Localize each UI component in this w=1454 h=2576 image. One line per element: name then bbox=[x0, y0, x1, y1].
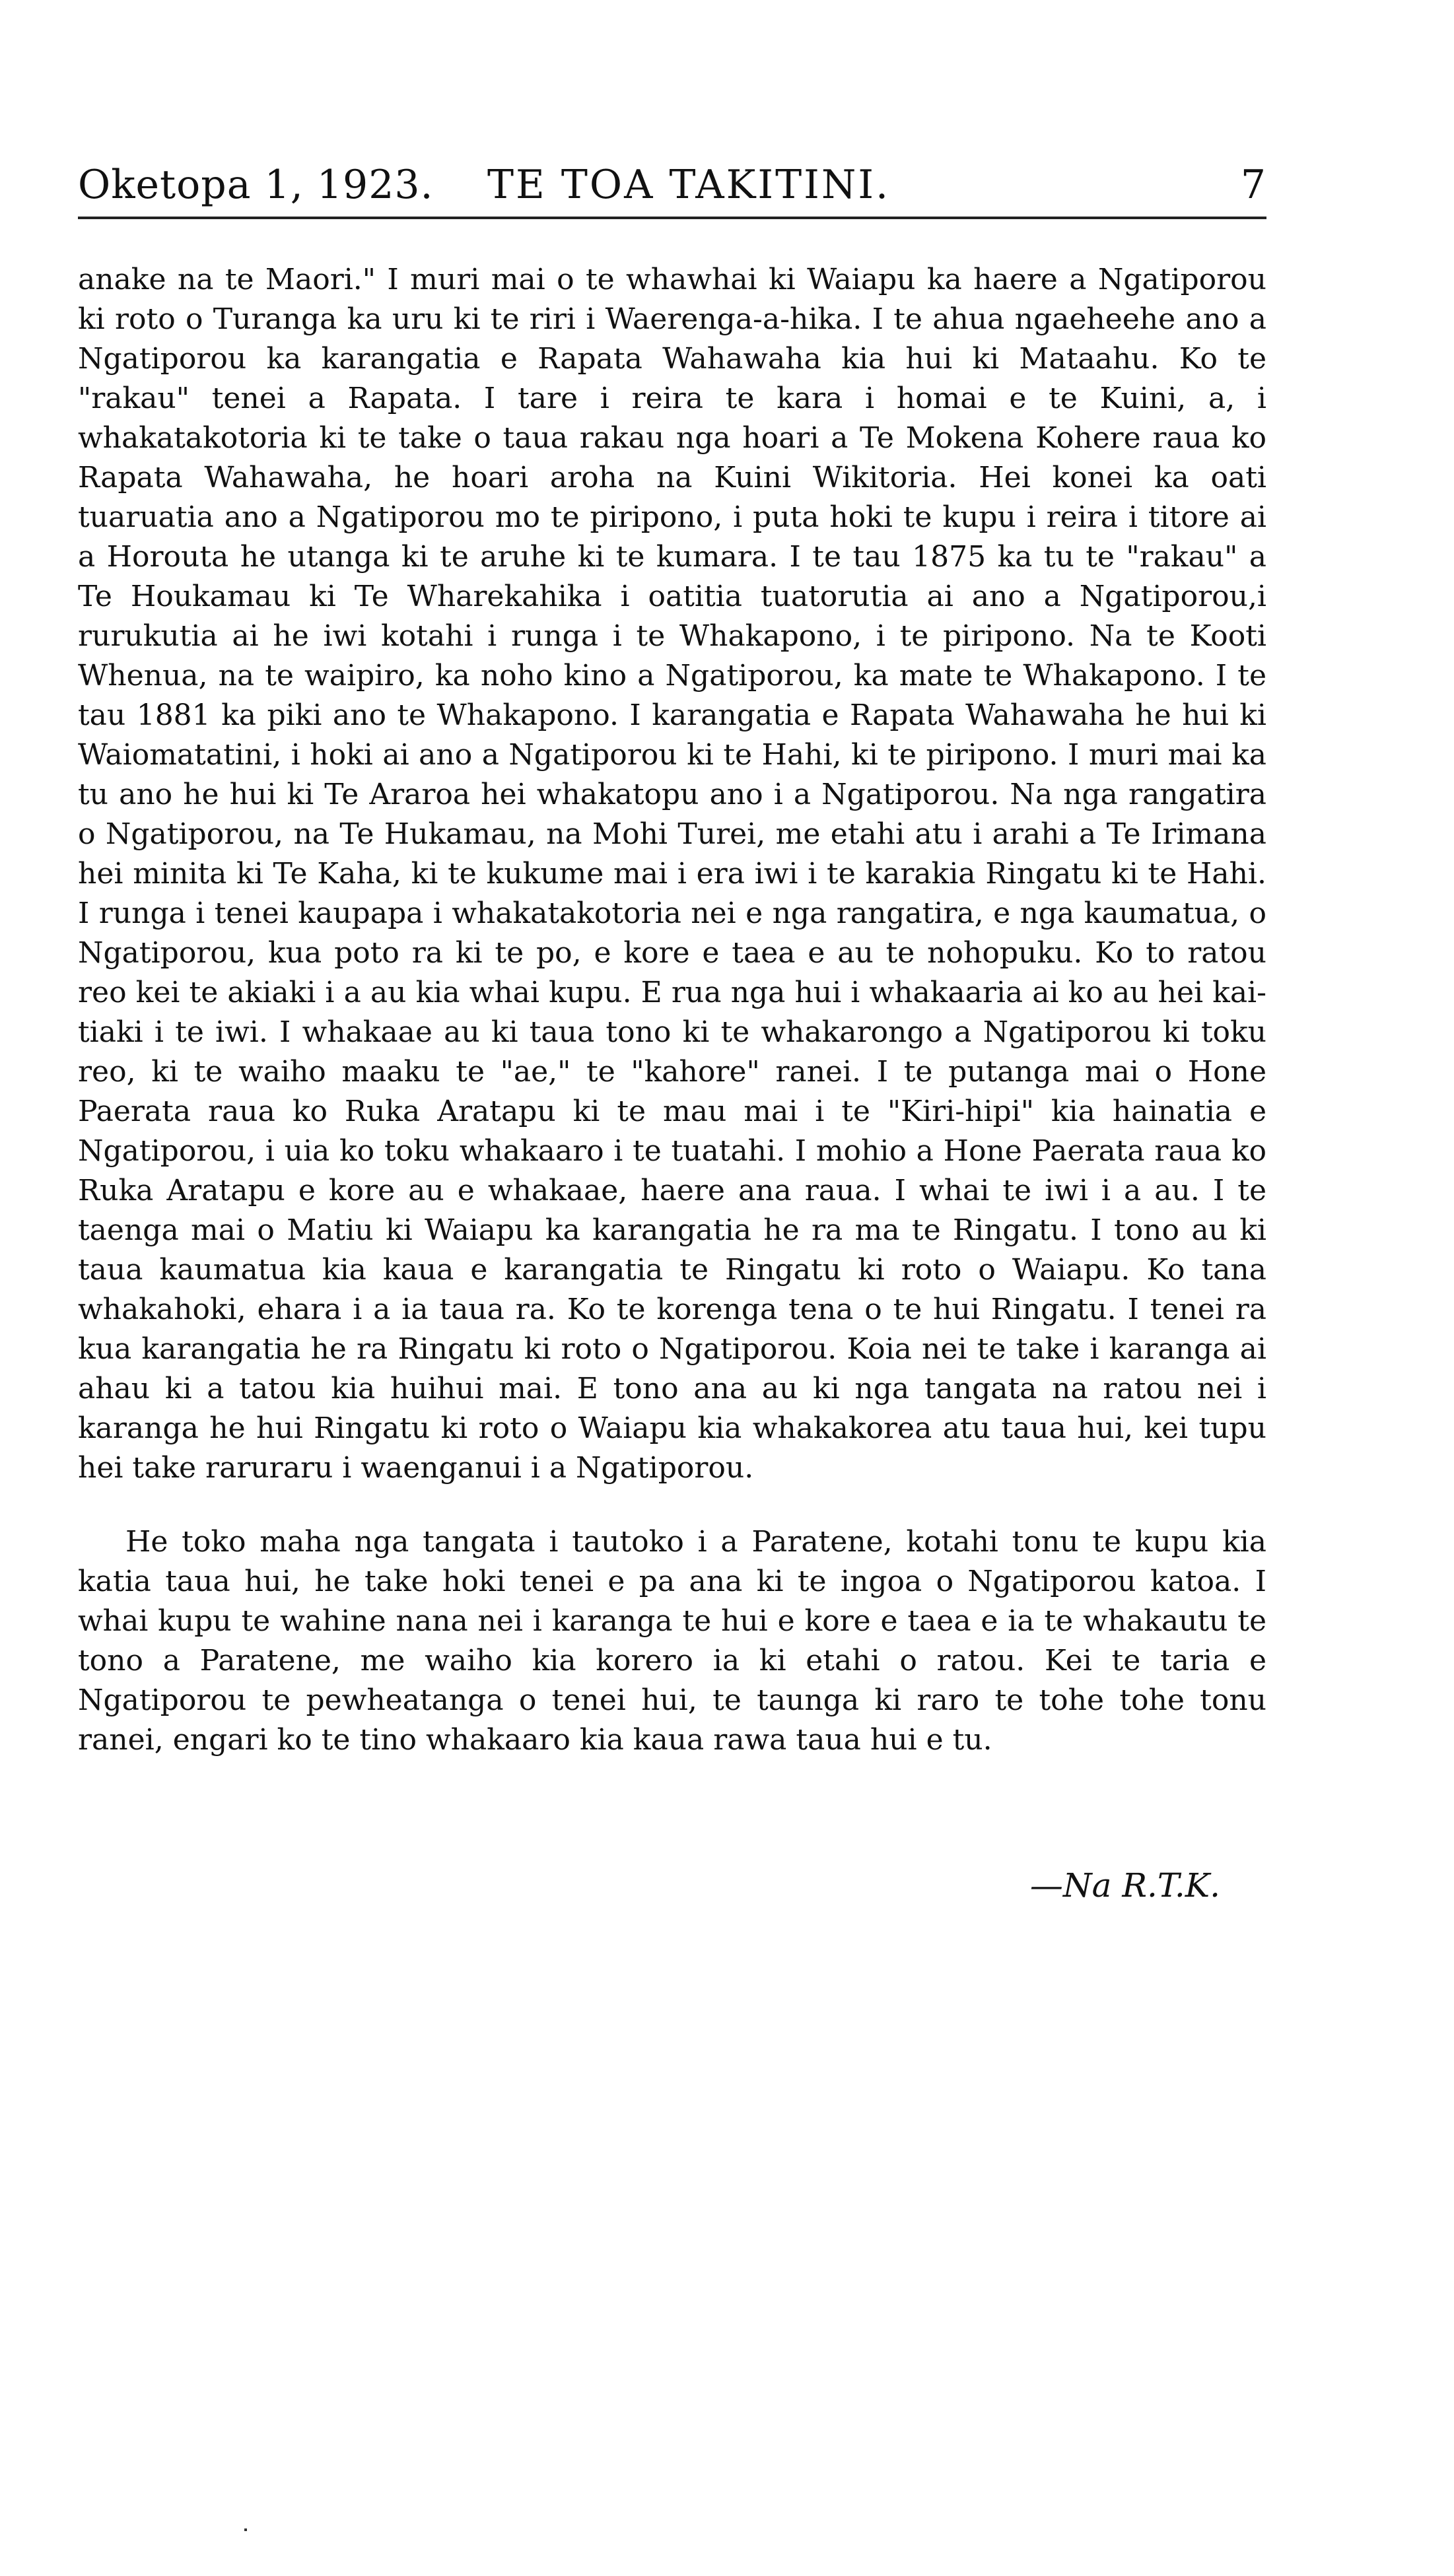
print-speck bbox=[244, 2528, 247, 2531]
newspaper-page bbox=[78, 162, 1266, 1905]
article-paragraph bbox=[78, 1522, 1266, 1760]
header-rule bbox=[78, 217, 1266, 219]
page-header bbox=[78, 162, 1266, 208]
issue-date: Oketopa 1, 1923. bbox=[78, 162, 434, 208]
publication-title: TE TOA TAKITINI. bbox=[487, 162, 891, 208]
page-number: 7 bbox=[1240, 162, 1266, 208]
article-body bbox=[78, 260, 1266, 1905]
paragraph-text: anake na te Maori." I muri mai o te whawhai ki Waiapu ka haere a Ngatiporou ki roto o Turanga ka uru ki te riri i Waerenga-a-hika. I te ahua ngaeheehe ano a Ngatiporou ka karangatia e Rapata Wahawaha kia hui ki Mataahu. Ko te "rakau" tenei a Rapata. I tare i reira te kara i homai e te Kuini, a, i whakatakotoria ki te take o taua rakau nga hoari a Te Mokena Kohere raua ko Rapata Wahawaha, he hoari aroha na Kuini Wikitoria. Hei konei ka oati tuaruatia ano a Ngatiporou mo te piripono, i puta hoki te kupu i reira i titore ai a Horouta he utanga ki te aruhe ki te kumara. I te tau 1875 ka tu te "rakau" a Te Houkamau ki Te Wharekahika i oatitia tuatorutia ai ano a Ngatiporou,i rurukutia ai he iwi kotahi i runga i te Whakapono, i te piripono. Na te Kooti Whenua, na te waipiro, ka noho kino a Ngatiporou, ka mate te Whakapono. I te tau 1881 ka piki ano te Whakapono. I karangatia e Rapata Wahawaha he hui ki Waiomatatini, i hoki ai ano a Ngatiporou ki te Hahi, ki te piripono. I muri mai ka tu ano he hui ki Te Araroa hei whakatopu ano i a Ngatiporou. Na nga rangatira o Ngatiporou, na Te Hukamau, na Mohi Turei, me etahi atu i arahi a Te Irimana hei minita ki Te Kaha, ki te kukume mai i era iwi i te karakia Ringatu ki te Hahi. I runga i tenei kaupapa i whakatakotoria nei e nga rangatira, e nga kaumatua, o Ngatiporou, kua poto ra ki te po, e kore e taea e au te nohopuku. Ko to ratou reo kei te akiaki i a au kia whai kupu. E rua nga hui i whakaaria ai ko au hei kai-tiaki i te iwi. I whakaae au ki taua tono ki te whakarongo a Ngatiporou ki toku reo, ki te waiho maaku te "ae," te "kahore" ranei. I te putanga mai o Hone Paerata raua ko Ruka Aratapu ki te mau mai i te "Kiri-hipi" kia hainatia e Ngatiporou, i uia ko toku whakaaro i te tuatahi. I mohio a Hone Paerata raua ko Ruka Aratapu e kore au e whakaae, haere ana raua. I whai te iwi i a au. I te taenga mai o Matiu ki Waiapu ka karangatia he ra ma te Ringatu. I tono au ki taua kaumatua kia kaua e karangatia te Ringatu ki roto o Waiapu. Ko tana whakahoki, ehara i a ia taua ra. Ko te korenga tena o te hui Ringatu. I tenei ra kua karangatia he ra Ringatu ki roto o Ngatiporou. Koia nei te take i karanga ai ahau ki a tatou kia huihui mai. E tono ana au ki nga tangata na ratou nei i karanga he hui Ringatu ki roto o Waiapu kia whakakorea atu taua hui, kei tupu hei take raruraru i waenganui i a Ngatiporou. bbox=[78, 263, 1266, 1485]
paragraph-text: He toko maha nga tangata i tautoko i a Paratene, kotahi tonu te kupu kia katia taua hui, he take hoki tenei e pa ana ki te ingoa o Ngatiporou katoa. I whai kupu te wahine nana nei i karanga te hui e kore e taea e ia te whakautu te tono a Paratene, me waiho kia korero ia ki etahi o ratou. Kei te taria e Ngatiporou te pewheatanga o tenei hui, te taunga ki raro te tohe tohe tonu ranei, engari ko te tino whakaaro kia kaua rawa taua hui e tu. bbox=[78, 1525, 1266, 1757]
article-paragraph bbox=[78, 260, 1266, 1488]
author-signature: —Na R.T.K. bbox=[1029, 1866, 1220, 1905]
